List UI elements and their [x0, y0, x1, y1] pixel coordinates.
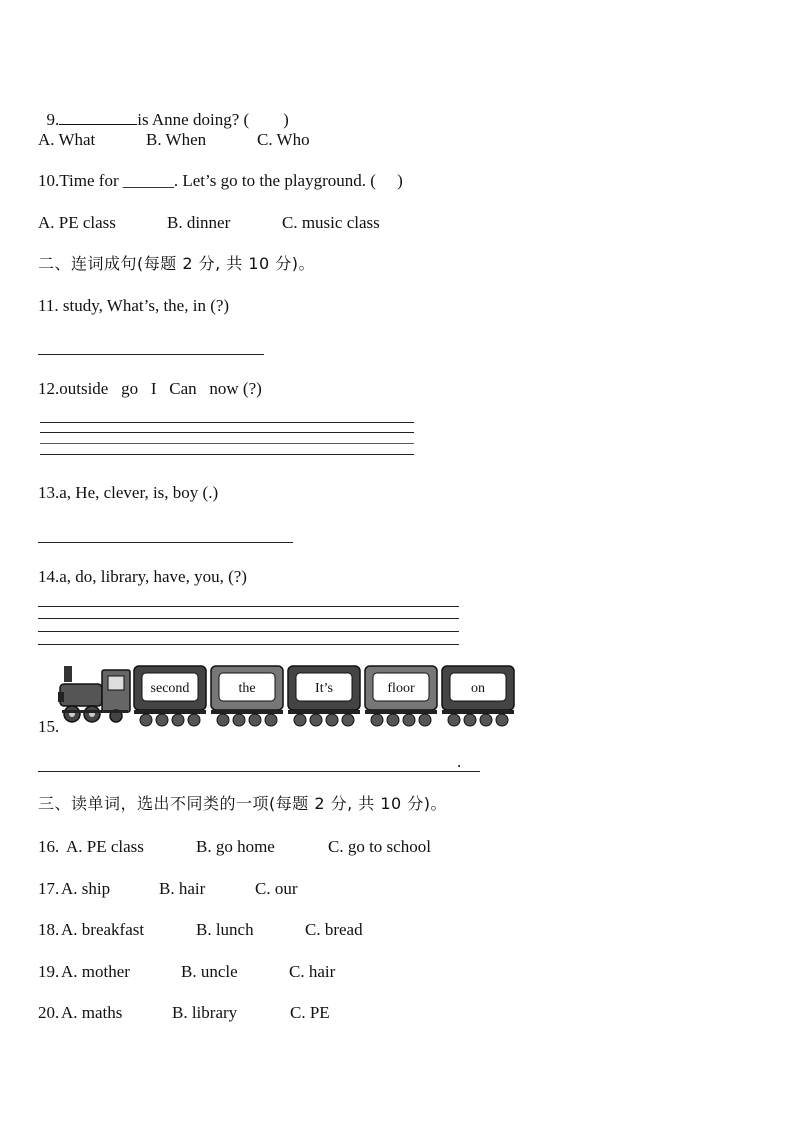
- question-10: 10.Time for ______. Let’s go to the playground. ( ): [38, 171, 403, 190]
- option-a[interactable]: A. ship: [61, 879, 111, 898]
- car-word-3: It’s: [315, 681, 333, 696]
- option-a[interactable]: A. maths: [61, 1003, 123, 1022]
- answer-blank[interactable]: [59, 108, 137, 125]
- option-b[interactable]: B. hair: [159, 879, 206, 898]
- option-a[interactable]: A. breakfast: [61, 920, 145, 939]
- sentence-end-mark: .: [457, 752, 462, 771]
- question-15-number: 15.: [38, 717, 60, 736]
- question-17-number: 17.: [38, 879, 60, 898]
- question-9-text: is Anne doing? ( ): [137, 110, 289, 129]
- writing-line: [40, 432, 414, 433]
- option-c[interactable]: C. go to school: [328, 837, 431, 856]
- question-20-number: 20.: [38, 1003, 60, 1022]
- option-a[interactable]: A. PE class: [66, 837, 144, 856]
- car-word-5: on: [471, 681, 485, 696]
- train-car-1: [134, 666, 206, 726]
- writing-line: [40, 454, 414, 455]
- answer-line[interactable]: [38, 542, 293, 543]
- car-word-1: second: [150, 681, 190, 696]
- option-a[interactable]: A. What: [38, 130, 96, 149]
- section-3-title: 三、读单词，选出不同类的一项(每题 2 分, 共 10 分)。: [38, 794, 448, 813]
- question-16-number: 16.: [38, 837, 60, 856]
- section-2-title: 二、连词成句(每题 2 分, 共 10 分)。: [38, 254, 316, 273]
- question-14: 14.a, do, library, have, you, (?): [38, 567, 247, 586]
- question-18-number: 18.: [38, 920, 60, 939]
- writing-line: [38, 644, 459, 645]
- option-c[interactable]: C. PE: [290, 1003, 330, 1022]
- writing-line: [38, 631, 459, 632]
- writing-line[interactable]: [40, 422, 414, 423]
- option-b[interactable]: B. lunch: [196, 920, 254, 939]
- option-b[interactable]: B. go home: [196, 837, 275, 856]
- answer-line[interactable]: [38, 354, 264, 355]
- car-word-4: floor: [387, 681, 415, 696]
- train-illustration: [58, 662, 518, 728]
- option-b[interactable]: B. library: [172, 1003, 238, 1022]
- option-b[interactable]: B. uncle: [181, 962, 238, 981]
- train-car-2: [211, 666, 283, 726]
- question-9-number: 9.: [46, 110, 60, 129]
- option-c[interactable]: C. our: [255, 879, 298, 898]
- option-b[interactable]: B. dinner: [167, 213, 231, 232]
- option-c[interactable]: C. hair: [289, 962, 336, 981]
- writing-line: [38, 618, 459, 619]
- train-car-4: [365, 666, 437, 726]
- option-c[interactable]: C. music class: [282, 213, 380, 232]
- question-11: 11. study, What’s, the, in (?): [38, 296, 230, 315]
- option-c[interactable]: C. Who: [257, 130, 310, 149]
- writing-line[interactable]: [38, 606, 459, 607]
- train-car-3: [288, 666, 360, 726]
- question-19-number: 19.: [38, 962, 60, 981]
- question-9: [38, 88, 289, 130]
- writing-line-red: [40, 443, 414, 444]
- option-c[interactable]: C. bread: [305, 920, 363, 939]
- car-word-2: the: [238, 681, 256, 696]
- answer-line[interactable]: [38, 771, 480, 772]
- question-13: 13.a, He, clever, is, boy (.): [38, 483, 219, 502]
- locomotive-icon: [58, 666, 130, 722]
- question-12: 12.outside go I Can now (?): [38, 379, 262, 398]
- train-car-5: [442, 666, 514, 726]
- option-a[interactable]: A. mother: [61, 962, 130, 981]
- option-a[interactable]: A. PE class: [38, 213, 116, 232]
- option-b[interactable]: B. When: [146, 130, 207, 149]
